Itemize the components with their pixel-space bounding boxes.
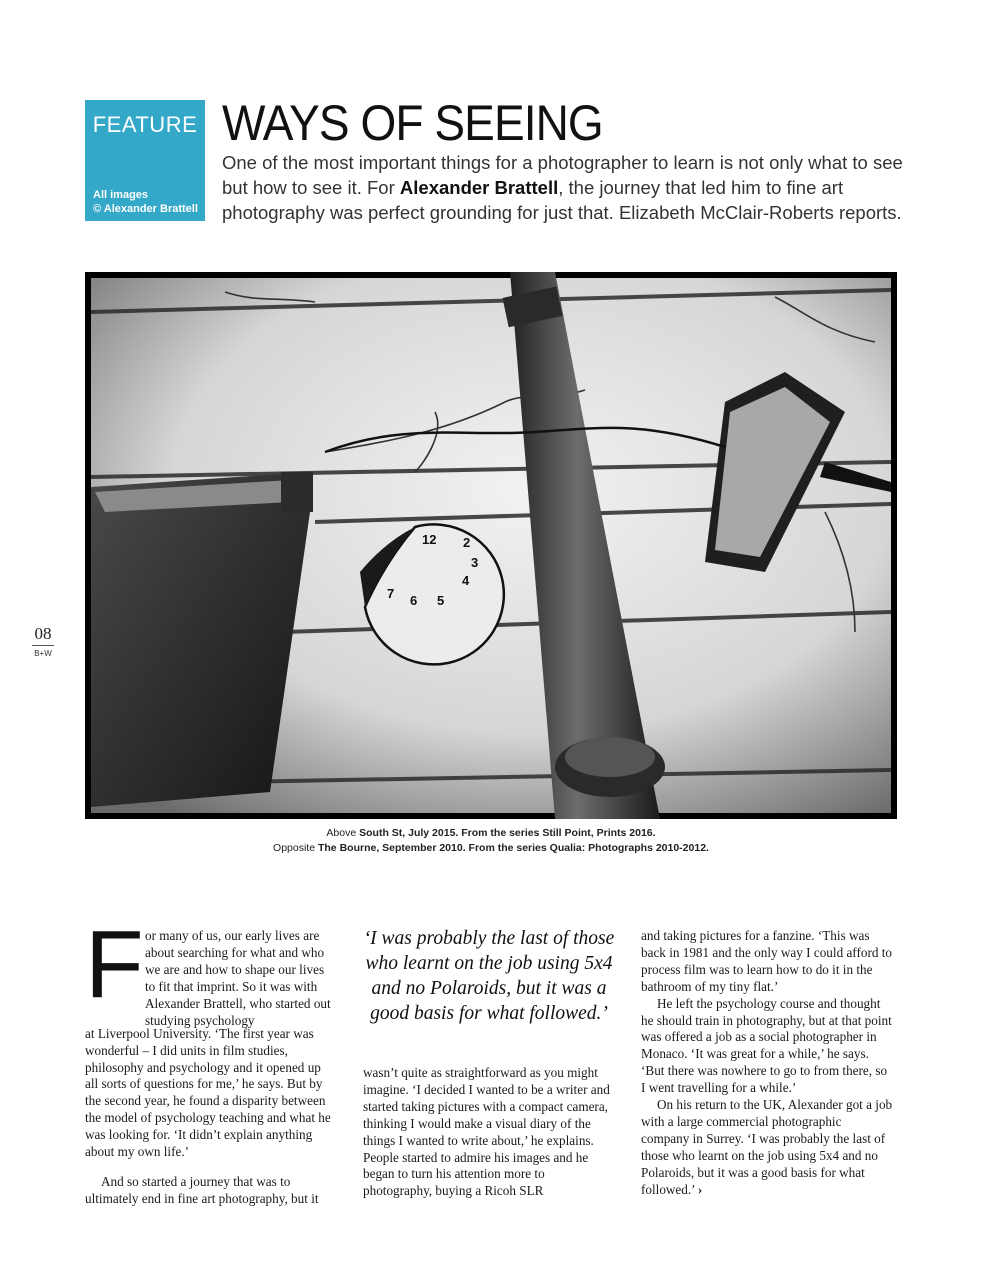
body-paragraph: And so started a journey that was to ultimately end in fine art photography, but it [85, 1174, 319, 1207]
clock-number: 3 [471, 555, 479, 570]
continue-arrow-icon: › [697, 1181, 703, 1197]
page-brand: B+W [34, 649, 52, 658]
body-paragraph: and taking pictures for a fanzine. ‘This was back in 1981 and the only way I could afford to process film was to learn how to do it in the bathroom of my tiny flat.’ [641, 928, 892, 994]
body-column-2 [363, 1065, 615, 1200]
clock-number: 4 [462, 573, 470, 588]
standfirst [222, 150, 922, 225]
body-column-3 [641, 928, 893, 1199]
body-paragraph-last [641, 1097, 893, 1198]
body-intro-text: or many of us, our early lives are about searching for what and who we are and how to shape our lives to fit that imprint. So it was with Alexander Brattell, who started out studying psychology [145, 928, 331, 1028]
page-number: 08 [34, 624, 52, 643]
photo-illustration [85, 272, 897, 819]
caption-line-2 [85, 841, 897, 856]
clock-number: 12 [422, 532, 437, 547]
caption-title-opposite: The Bourne, September 2010. From the series Qualia: Photographs 2010-2012. [317, 842, 709, 854]
body-paragraph: He left the psychology course and thought he should train in photography, but at that point was offered a job as a social photographer in Monaco. ‘It was great for a while,’ he says. ‘But there was nowhere to go to from there, so I went travelling for a while.’ [641, 995, 892, 1096]
caption-line-1 [85, 826, 897, 841]
article-title: WAYS OF SEEING [222, 95, 603, 151]
body-paragraph-text: On his return to the UK, Alexander got a job with a large commercial photographic company in Surrey. ‘I was probably the last of those who learnt on the job using 5x4 and no Polaroids, but it was a good basis for what followed.’ [641, 1097, 893, 1197]
body-column-1 [85, 1013, 337, 1222]
caption-prefix-opposite: Opposite [273, 842, 318, 854]
standfirst-name: Alexander Brattell [399, 177, 559, 198]
credit-line-2: © Alexander Brattell [93, 203, 198, 215]
image-credit [93, 188, 198, 216]
credit-line-1: All images [93, 189, 149, 201]
body-paragraph: at Liverpool University. ‘The first year was wonderful – I did units in film studies, philosophy and psychology and it opened up all sorts of questions for me,’ he says. But by the second year, he found a disparity between the model of psychology teaching and what he was looking for. ‘It didn’t explain anything about my own life.’ [85, 1025, 331, 1160]
clock-number: 5 [437, 593, 445, 608]
section-label: FEATURE [92, 112, 198, 137]
feature-section-box [85, 100, 205, 221]
clock-number: 6 [410, 593, 418, 608]
body-paragraph: wasn’t quite as straightforward as you might imagine. ‘I decided I wanted to be a writer and started taking pictures with a compact camera, thinking I would make a visual diary of the things I wanted to write about,’ he explains. People started to admire his images and he began to turn his attention more to photography, buying a Ricoh SLR [363, 1065, 610, 1199]
photo-caption [85, 826, 897, 856]
standfirst-post: , the journey that led him to fine art photography was perfect grounding for just that. Elizabeth McClair-Roberts reports. [222, 177, 902, 223]
clock-number: 7 [387, 586, 395, 601]
caption-title-above: South St, July 2015. From the series Still Point, Prints 2016. [359, 827, 656, 839]
feature-photo [85, 272, 897, 819]
caption-prefix-above: Above [326, 827, 360, 839]
pull-quote: ‘I was probably the last of those who learnt on the job using 5x4 and no Polaroids, but it was a good basis for what followed.’ [363, 928, 615, 1024]
standfirst-pre: One of the most important things for a photographer to learn is not only what to see but how to see it. For [222, 152, 903, 198]
drop-cap: F [85, 911, 144, 1018]
page-number-rule [32, 645, 54, 646]
clock-number: 2 [463, 535, 471, 550]
